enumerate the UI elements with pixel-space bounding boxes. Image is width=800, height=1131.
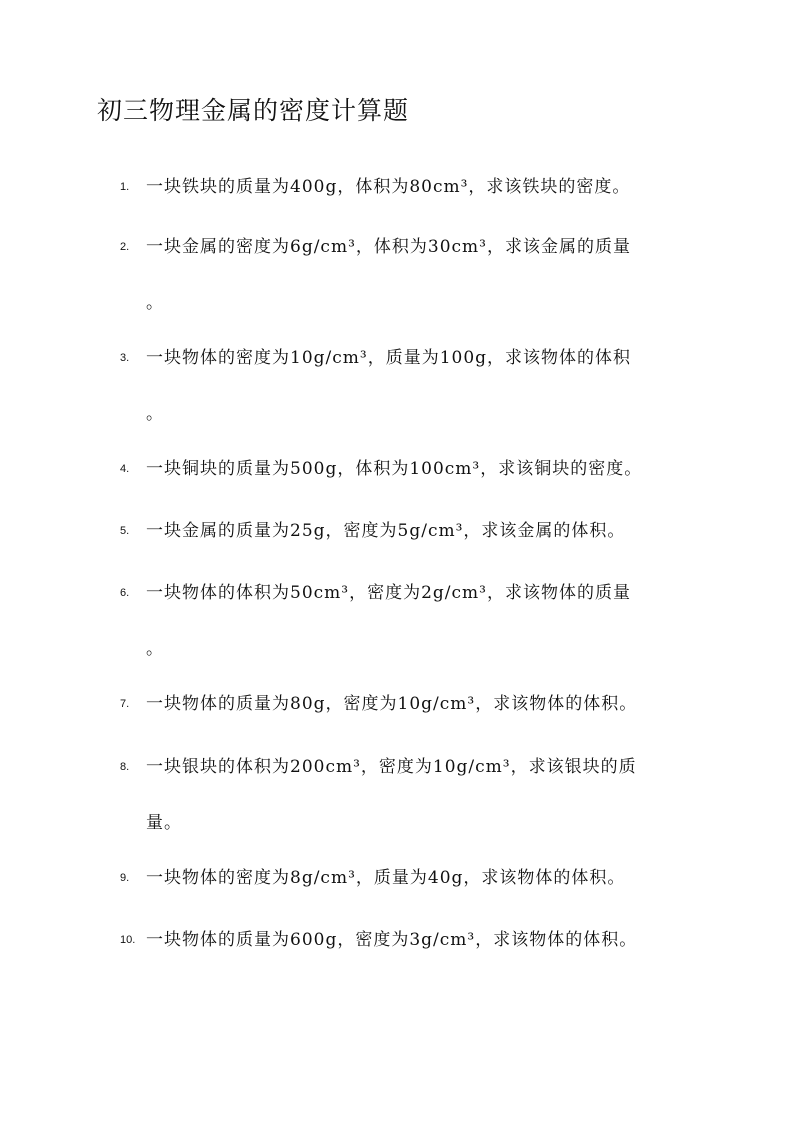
question-text-continuation: 。 bbox=[146, 639, 164, 659]
question-number: 10. bbox=[120, 934, 136, 946]
question-text: 一块金属的密度为6g/cm³，体积为30cm³，求该金属的质量 bbox=[146, 237, 631, 257]
question-number: 3. bbox=[120, 352, 130, 364]
question-number: 5. bbox=[120, 525, 130, 537]
question-number: 1. bbox=[120, 181, 130, 193]
question-number: 2. bbox=[120, 241, 130, 253]
question-number: 4. bbox=[120, 463, 130, 475]
question-text: 一块金属的质量为25g，密度为5g/cm³，求该金属的体积。 bbox=[146, 521, 626, 541]
question-text: 一块银块的体积为200cm³，密度为10g/cm³，求该银块的质 bbox=[146, 757, 637, 777]
question-number: 7. bbox=[120, 698, 130, 710]
question-number: 6. bbox=[120, 587, 130, 599]
question-text: 一块物体的密度为8g/cm³，质量为40g，求该物体的体积。 bbox=[146, 868, 626, 888]
question-text-continuation: 。 bbox=[146, 293, 164, 313]
question-text: 一块物体的密度为10g/cm³，质量为100g，求该物体的体积 bbox=[146, 348, 632, 368]
question-text-continuation: 。 bbox=[146, 404, 164, 424]
question-text: 一块物体的质量为80g，密度为10g/cm³，求该物体的体积。 bbox=[146, 694, 638, 714]
question-text: 一块铁块的质量为400g，体积为80cm³，求该铁块的密度。 bbox=[146, 177, 631, 197]
question-text: 一块物体的体积为50cm³，密度为2g/cm³，求该物体的质量 bbox=[146, 583, 631, 603]
question-text: 一块物体的质量为600g，密度为3g/cm³，求该物体的体积。 bbox=[146, 930, 638, 950]
document-title: 初三物理金属的密度计算题 bbox=[97, 96, 410, 125]
question-number: 9. bbox=[120, 872, 130, 884]
question-text: 一块铜块的质量为500g，体积为100cm³，求该铜块的密度。 bbox=[146, 459, 643, 479]
question-text-continuation: 量。 bbox=[146, 813, 182, 833]
question-number: 8. bbox=[120, 761, 130, 773]
